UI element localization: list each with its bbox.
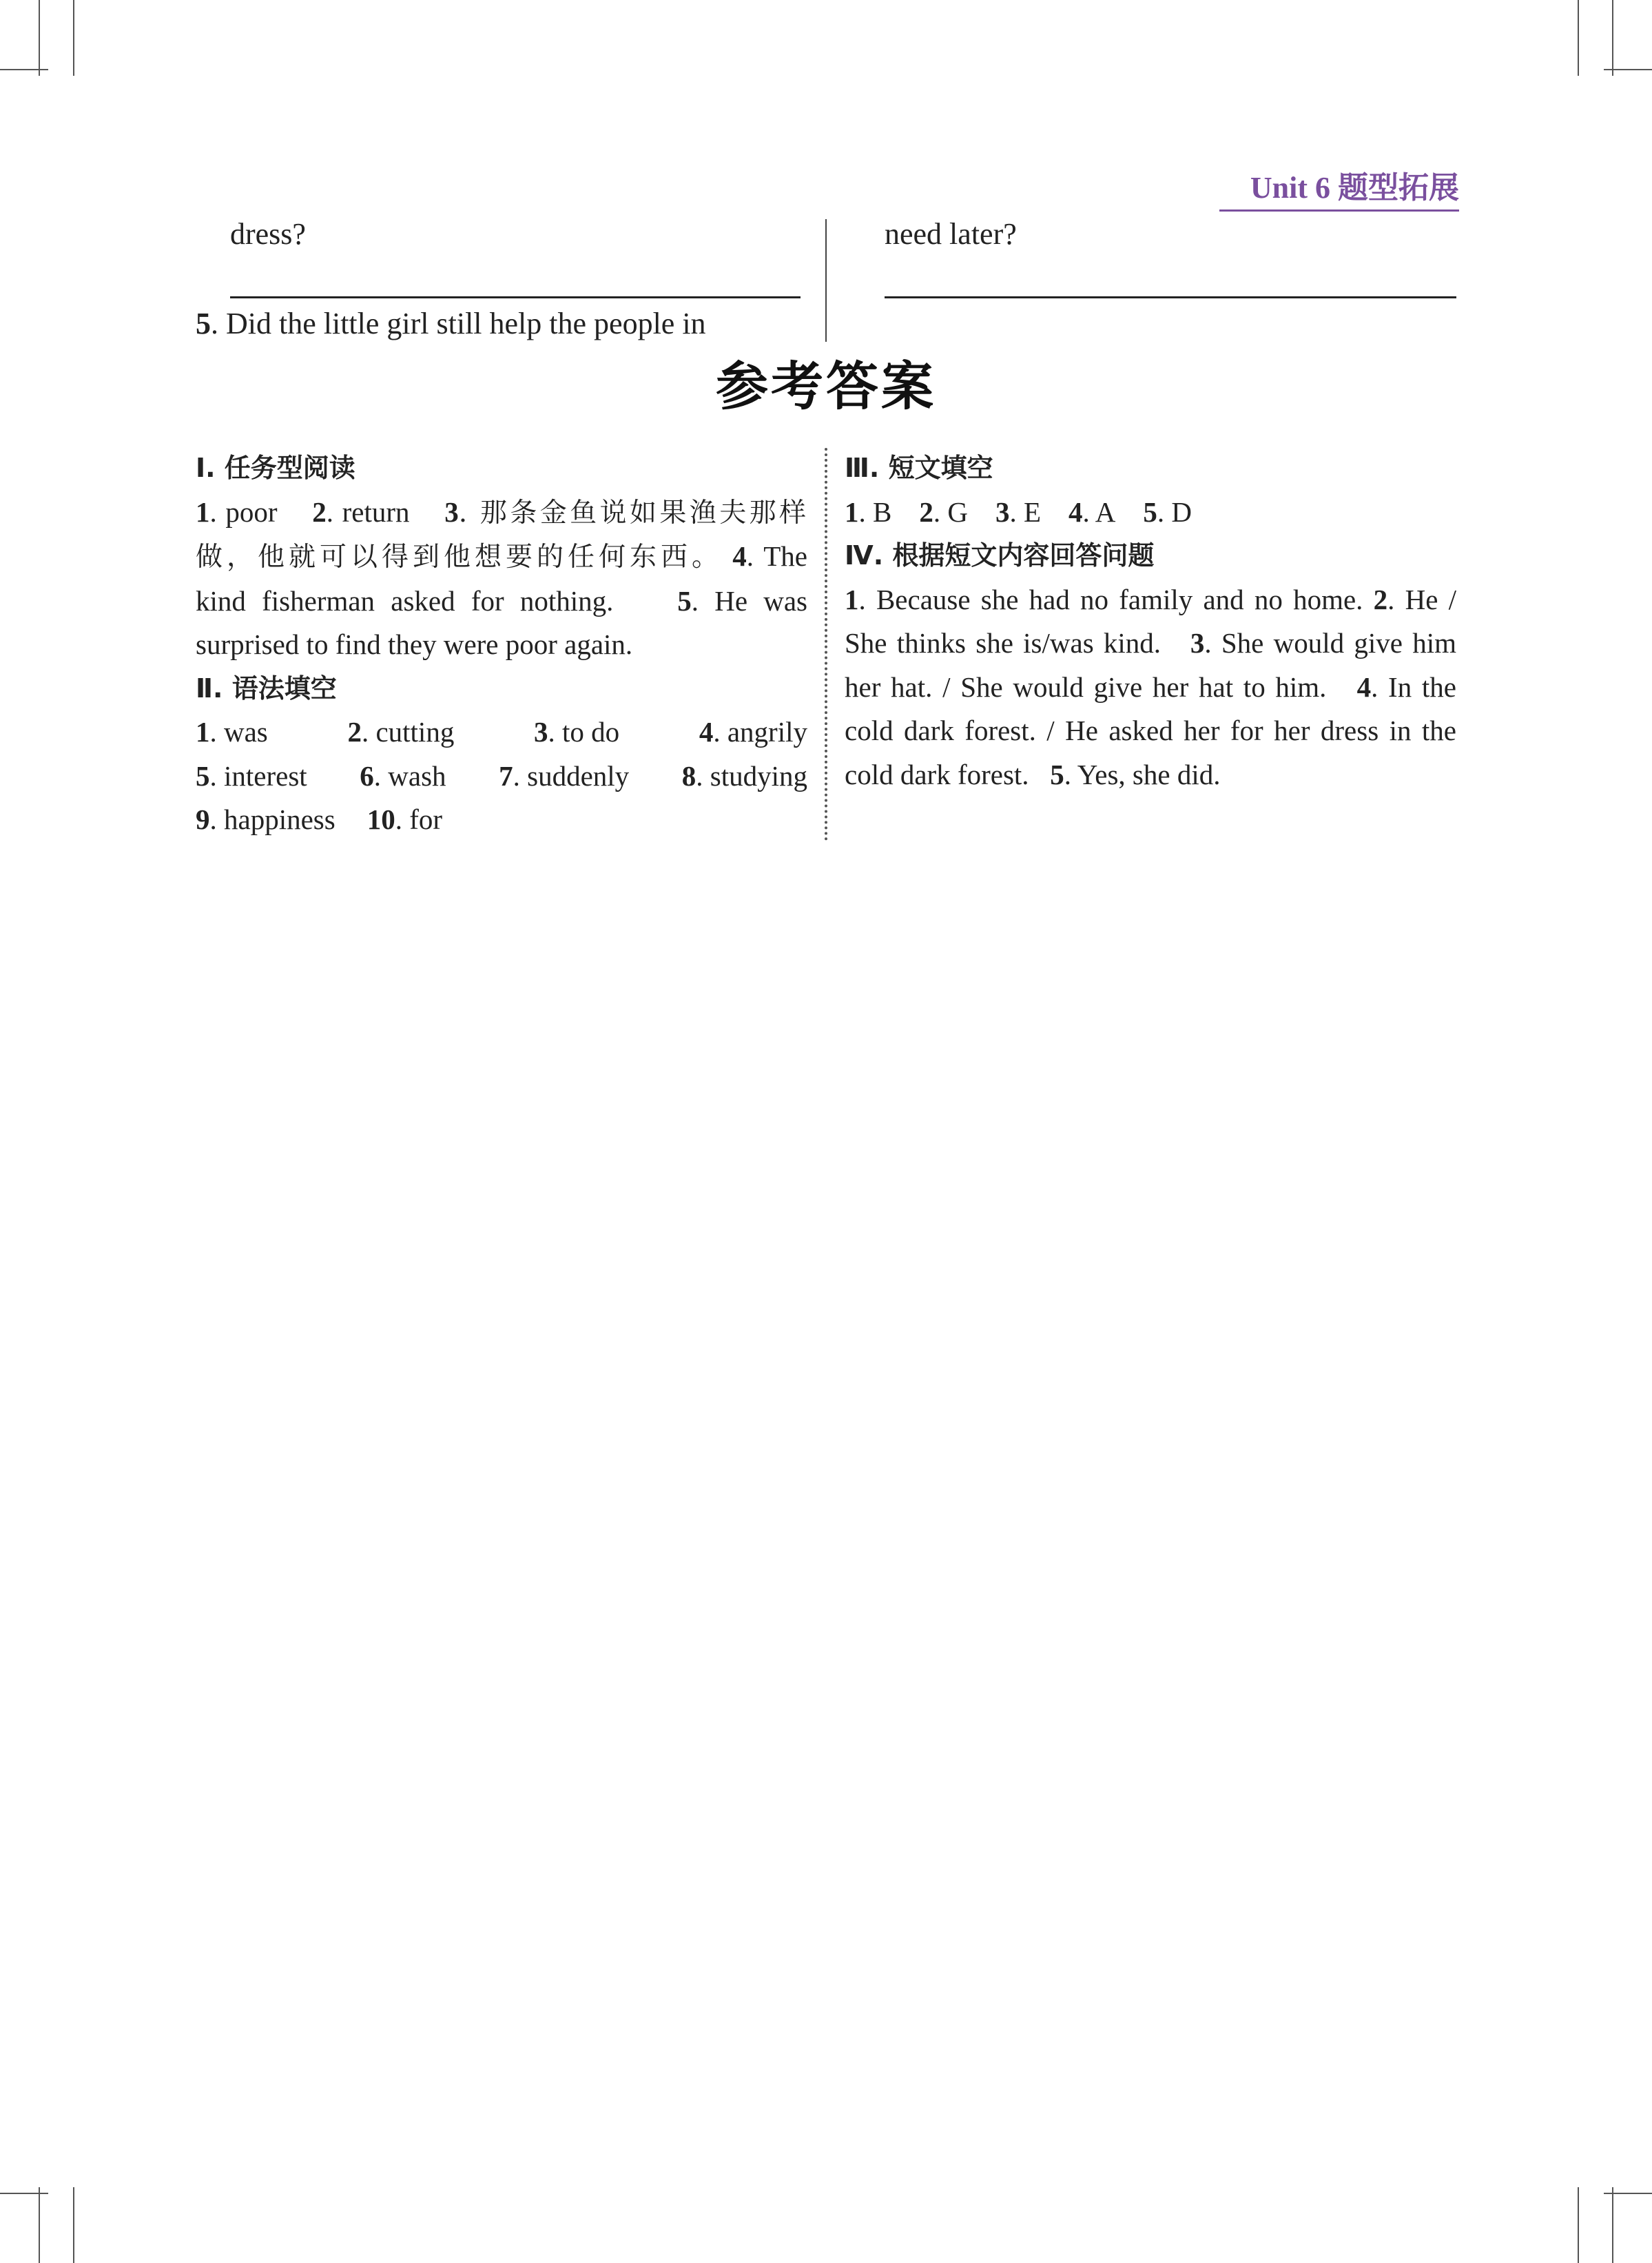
section-2-row: [196, 710, 807, 755]
answers-left-column: [196, 447, 807, 842]
answer-text: . He / She thinks she is/was kind.: [845, 583, 1457, 659]
section-heading-3: Ⅲ. 短文填空: [845, 453, 993, 483]
question-continuation: need later?: [885, 217, 1017, 251]
answer-number: 4: [1356, 670, 1372, 703]
answer-text: . In the cold dark forest. / He asked her for her dress in the cold dark forest.: [845, 670, 1456, 790]
answer-blank-line[interactable]: [230, 296, 801, 298]
section-3-row: [845, 491, 1456, 535]
section-heading-1: Ⅰ. 任务型阅读: [196, 453, 355, 483]
section-heading-2: Ⅱ. 语法填空: [196, 673, 337, 704]
crop-mark: [1612, 2187, 1613, 2263]
crop-mark: [1578, 0, 1579, 76]
answer-text: . He was surprised to find they were poor again.: [196, 584, 807, 660]
answer-item: 6. wash: [360, 759, 446, 792]
crop-mark: [1604, 2193, 1652, 2194]
answer-item: 2. cutting: [347, 716, 455, 748]
section-2-row: [196, 755, 807, 799]
crop-mark: [1612, 0, 1613, 76]
answer-item: 2. G: [919, 495, 968, 528]
answers-right-column: [845, 447, 1456, 797]
question-text: . Did the little girl still help the people in: [211, 307, 706, 340]
answer-number: 3: [1190, 627, 1205, 659]
answer-number: 5: [1050, 758, 1064, 790]
answer-number: 5: [677, 584, 692, 617]
answer-text-chinese: . 那条金鱼说如果渔夫那样做，他就可以得到他想要的任何东西。: [196, 497, 808, 573]
crop-mark: [0, 2193, 48, 2194]
answer-number: 1: [845, 583, 859, 615]
crop-mark: [39, 0, 40, 76]
crop-mark: [1604, 69, 1652, 70]
crop-mark: [0, 69, 48, 70]
answer-item: 1. B: [845, 495, 892, 528]
question-5: [196, 306, 706, 341]
section-heading-4: Ⅳ. 根据短文内容回答问题: [845, 540, 1155, 571]
answer-number: 1: [196, 495, 210, 528]
answers-title: 参考答案: [716, 356, 936, 417]
answer-text: . Because she had no family and no home.: [858, 583, 1363, 615]
unit-header: Unit 6 题型拓展: [1219, 163, 1459, 212]
answer-number: 3: [444, 495, 459, 528]
answer-number: 2: [312, 495, 327, 528]
answer-item: 8. studying: [681, 759, 807, 792]
crop-mark: [39, 2187, 40, 2263]
answer-item: 3. E: [995, 495, 1042, 528]
answer-number: 2: [1373, 583, 1388, 615]
answer-item: 7. suddenly: [499, 759, 630, 792]
answer-text: . The kind fisherman asked for nothing.: [196, 540, 807, 617]
crop-mark: [1578, 2187, 1579, 2263]
answer-item: 4. A: [1068, 495, 1116, 528]
question-continuation: dress?: [230, 217, 306, 251]
column-divider: [825, 219, 827, 342]
answer-text: . return: [326, 495, 410, 528]
column-divider-dotted: [825, 448, 827, 841]
answer-item: 3. to do: [534, 716, 620, 748]
answer-text: . She would give him her hat. / She would give her hat to him.: [845, 627, 1456, 703]
answer-item: 9. happiness: [196, 803, 335, 835]
crop-mark: [73, 0, 74, 76]
answer-text: . Yes, she did.: [1064, 758, 1221, 790]
answer-blank-line[interactable]: [885, 296, 1456, 298]
answer-item: 5. interest: [196, 759, 307, 792]
answer-item: 1. was: [196, 716, 268, 748]
section-1-answers: [196, 491, 807, 667]
answer-item: 10. for: [366, 803, 443, 835]
answer-text: . poor: [209, 495, 278, 528]
answer-item: 4. angrily: [699, 716, 807, 748]
question-number: 5: [196, 307, 211, 340]
answer-number: 4: [732, 540, 747, 572]
section-2-row: [196, 798, 807, 842]
section-4-answers: [845, 578, 1456, 797]
answer-item: 5. D: [1143, 495, 1192, 528]
crop-mark: [73, 2187, 74, 2263]
